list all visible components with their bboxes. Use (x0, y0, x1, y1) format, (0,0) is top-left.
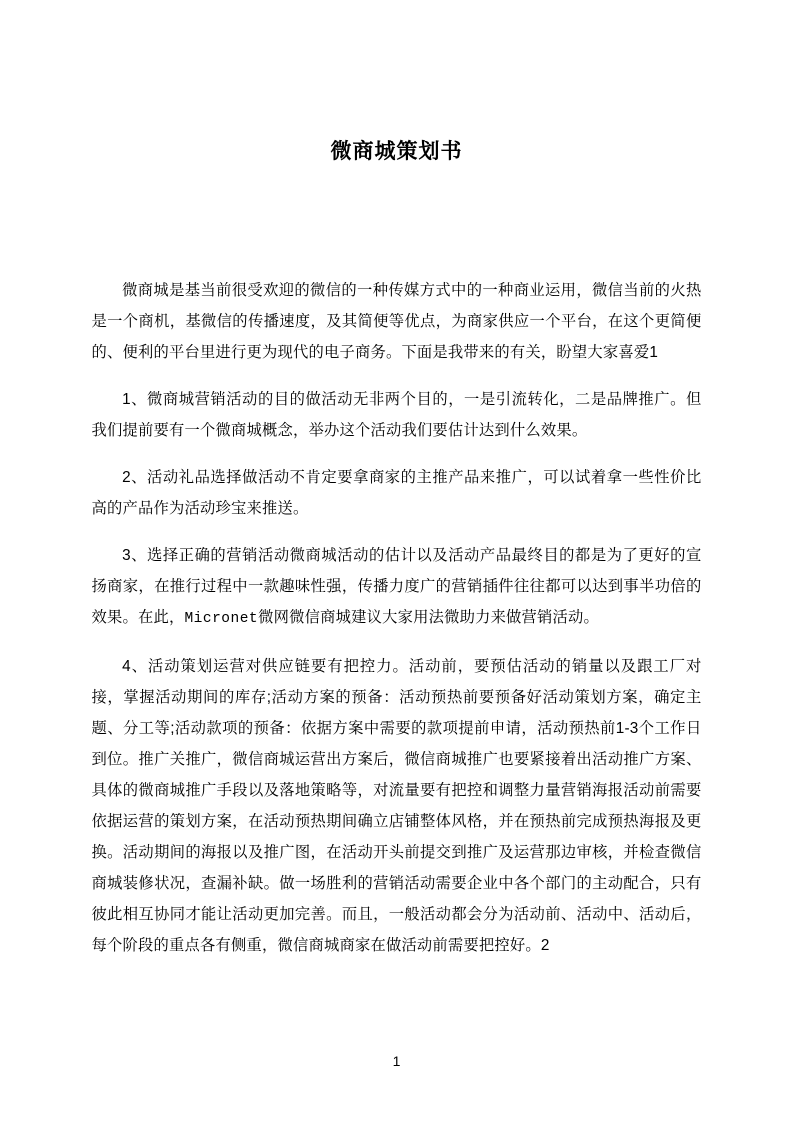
page-number: 1 (392, 1053, 401, 1069)
paragraph-item-3 (92, 540, 702, 635)
paragraph-item-4: 4、活动策划运营对供应链要有把控力。活动前，要预估活动的销量以及跟工厂对接，掌握活动期间的库存;活动方案的预备：活动预热前要预备好活动策划方案，确定主题、分工等;活动款项的预备：依据方案中需要的款项提前申请，活动预热前1-3个工作日到位。推广关推广，微信商城运营出方案后，微信商城推广也要紧接着出活动推广方案、具体的微商城推广手段以及落地策略等，对流量要有把控和调整力量营销海报活动前需要依据运营的策划方案，在活动预热期间确立店铺整体风格，并在预热前完成预热海报及更换。活动期间的海报以及推广图，在活动开头前提交到推广及运营那边审核，并检查微信商城装修状况，查漏补缺。做一场胜利的营销活动需要企业中各个部门的主动配合，只有彼此相互协同才能让活动更加完善。而且，一般活动都会分为活动前、活动中、活动后，每个阶段的重点各有侧重，微信商城商家在做活动前需要把控好。2 (91, 658, 702, 954)
paragraph-item-2: 2、活动礼品选择做活动不肯定要拿商家的主推产品来推广，可以试着拿一些性价比高的产品作为活动珍宝来推送。 (91, 469, 702, 517)
page-title: 微商城策划书 (330, 140, 463, 163)
brand-name-micronet: Micronet (184, 611, 259, 627)
paragraph-item-1: 1、微商城营销活动的目的做活动无非两个目的，一是引流转化，二是品牌推广。但我们提前要有一个微商城概念，举办这个活动我们要估计达到什么效果。 (91, 391, 702, 439)
paragraph-item-3-text-before: 3、选择正确的营销活动微商城活动的估计以及活动产品最终目的都是为了更好的宣扬商家，在推行过程中一款趣味性强，传播力度广的营销插件往往都可以达到事半功倍的效果。在此， (91, 547, 702, 626)
paragraph-intro: 微商城是基当前很受欢迎的微信的一种传媒方式中的一种商业运用，微信当前的火热是一个商机，基微信的传播速度，及其简便等优点，为商家供应一个平台，在这个更简便的、便利的平台里进行更为现代的电子商务。下面是我带来的有关，盼望大家喜爱1 (91, 282, 702, 361)
document-body (92, 167, 702, 961)
paragraph-item-3-text-after: 微网微信商城建议大家用法微助力来做营销活动。 (258, 609, 600, 626)
